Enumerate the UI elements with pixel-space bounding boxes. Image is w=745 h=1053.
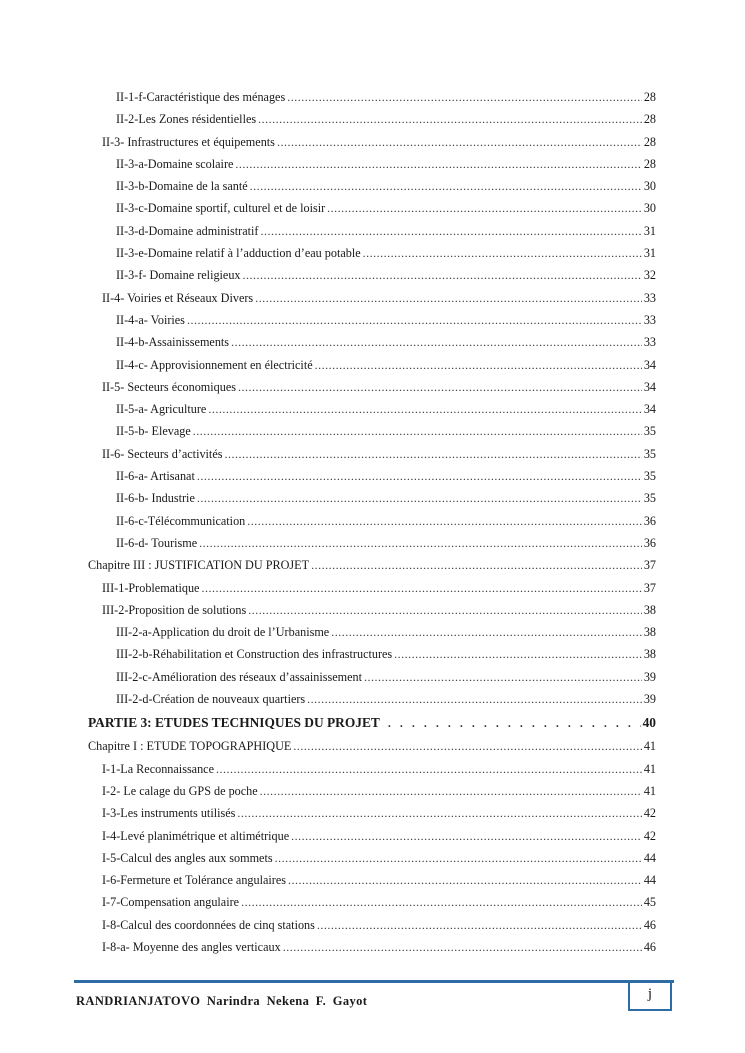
toc-entry-title: II-3-f- Domaine religieux xyxy=(116,268,241,283)
toc-entry-page: 35 xyxy=(643,491,656,506)
toc-entry-title: II-3-b-Domaine de la santé xyxy=(116,179,248,194)
toc-entry-title: II-6-c-Télécommunication xyxy=(116,513,246,528)
toc-entry[interactable] xyxy=(88,376,656,398)
toc-entry-title: II-5- Secteurs économiques xyxy=(102,379,237,394)
toc-entry[interactable] xyxy=(88,780,656,802)
page-number-label: j xyxy=(647,986,653,1002)
toc-dot-leader xyxy=(258,108,642,130)
toc-dot-leader xyxy=(216,758,642,780)
toc-dot-leader xyxy=(283,936,642,958)
toc-dot-leader xyxy=(311,554,642,576)
toc-entry[interactable] xyxy=(88,802,656,824)
toc-entry-page: 32 xyxy=(643,268,656,283)
toc-entry-page: 35 xyxy=(643,469,656,484)
toc-part-heading[interactable] xyxy=(88,710,656,735)
toc-entry[interactable] xyxy=(88,287,656,309)
toc-entry-title: II-3-a-Domaine scolaire xyxy=(116,156,234,171)
toc-dot-leader xyxy=(193,420,642,442)
toc-dot-leader xyxy=(275,847,642,869)
toc-dot-leader xyxy=(317,914,642,936)
toc-dot-leader xyxy=(208,398,641,420)
toc-entry-title: Chapitre III : JUSTIFICATION DU PROJET xyxy=(88,558,310,573)
toc-entry-page: 38 xyxy=(643,647,656,662)
table-of-contents xyxy=(88,86,656,958)
toc-entry[interactable] xyxy=(88,510,656,532)
toc-dot-leader xyxy=(250,175,642,197)
toc-dot-leader xyxy=(293,735,641,757)
toc-entry[interactable] xyxy=(88,443,656,465)
toc-entry-page: 28 xyxy=(643,112,656,127)
toc-entry-page: 31 xyxy=(643,223,656,238)
toc-entry-page: 37 xyxy=(643,580,656,595)
toc-entry-page: 40 xyxy=(642,715,656,731)
toc-entry-title: III-2-b-Réhabilitation et Construction des infrastructures xyxy=(116,647,393,662)
toc-entry[interactable] xyxy=(88,242,656,264)
toc-dot-leader xyxy=(247,510,642,532)
toc-entry-title: II-1-f-Caractéristique des ménages xyxy=(116,90,286,104)
toc-entry-page: 41 xyxy=(643,739,656,754)
toc-entry-title: II-6-a- Artisanat xyxy=(116,469,195,484)
toc-dot-leader xyxy=(187,309,642,331)
toc-entry-page: 35 xyxy=(643,446,656,461)
toc-dot-leader xyxy=(201,577,641,599)
toc-dot-leader xyxy=(235,153,641,175)
toc-entry-page: 37 xyxy=(643,558,656,573)
toc-entry-page: 45 xyxy=(643,895,656,910)
toc-entry-title: I-8-a- Moyenne des angles verticaux xyxy=(102,939,281,954)
toc-entry[interactable] xyxy=(88,354,656,376)
toc-entry-title: I-7-Compensation angulaire xyxy=(102,895,240,910)
toc-entry-page: 41 xyxy=(643,783,656,798)
toc-entry[interactable] xyxy=(88,688,656,710)
toc-entry-page: 34 xyxy=(643,402,656,417)
toc-entry-page: 38 xyxy=(643,602,656,617)
toc-dot-leader xyxy=(243,264,642,286)
toc-entry[interactable] xyxy=(88,108,656,130)
toc-entry-page: 28 xyxy=(643,134,656,149)
toc-entry[interactable] xyxy=(88,847,656,869)
toc-entry-page: 36 xyxy=(643,513,656,528)
toc-entry[interactable] xyxy=(88,914,656,936)
toc-entry-title: II-3-e-Domaine relatif à l’adduction d’eau potable xyxy=(116,246,361,261)
toc-entry-title: II-4-a- Voiries xyxy=(116,312,185,327)
toc-entry[interactable] xyxy=(88,825,656,847)
footer-rule xyxy=(74,980,674,983)
toc-entry-title: I-3-Les instruments utilisés xyxy=(102,806,236,821)
toc-entry[interactable] xyxy=(88,175,656,197)
toc-entry[interactable] xyxy=(88,465,656,487)
toc-entry-title: III-1-Problematique xyxy=(102,580,200,595)
toc-entry[interactable] xyxy=(88,666,656,688)
toc-entry-title: III-2-Proposition de solutions xyxy=(102,602,247,617)
toc-entry[interactable] xyxy=(88,420,656,442)
toc-entry-page: 38 xyxy=(643,625,656,640)
toc-dot-leader xyxy=(255,287,642,309)
toc-dot-leader xyxy=(260,220,641,242)
toc-entry[interactable] xyxy=(88,758,656,780)
toc-dot-leader xyxy=(327,197,642,219)
toc-entry-title: I-4-Levé planimétrique et altimétrique xyxy=(102,828,290,843)
toc-entry-page: 31 xyxy=(643,246,656,261)
toc-entry-page: 46 xyxy=(643,939,656,954)
toc-entry-title: Chapitre I : ETUDE TOPOGRAPHIQUE xyxy=(88,739,292,754)
toc-entry-title: I-1-La Reconnaissance xyxy=(102,761,215,776)
toc-dot-leader xyxy=(331,621,642,643)
toc-entry-title: II-2-Les Zones résidentielles xyxy=(116,112,257,127)
toc-dot-leader xyxy=(382,711,641,736)
toc-dot-leader xyxy=(364,666,642,688)
toc-entry[interactable] xyxy=(88,197,656,219)
toc-entry[interactable] xyxy=(88,131,656,153)
toc-dot-leader xyxy=(231,331,642,353)
toc-entry-title: I-2- Le calage du GPS de poche xyxy=(102,783,258,798)
toc-entry[interactable] xyxy=(88,577,656,599)
page-number xyxy=(628,982,672,1011)
toc-dot-leader xyxy=(307,688,642,710)
toc-entry-page: 42 xyxy=(643,828,656,843)
toc-entry[interactable] xyxy=(88,331,656,353)
toc-entry-title: II-6-d- Tourisme xyxy=(116,535,198,550)
toc-entry-title: PARTIE 3: ETUDES TECHNIQUES DU PROJET xyxy=(88,715,380,731)
toc-dot-leader xyxy=(288,869,642,891)
toc-entry-page: 30 xyxy=(643,179,656,194)
toc-dot-leader xyxy=(287,86,642,108)
toc-entry-title: II-4-c- Approvisionnement en électricité xyxy=(116,357,313,372)
toc-entry-title: II-5-b- Elevage xyxy=(116,424,191,439)
toc-entry[interactable] xyxy=(88,153,656,175)
toc-entry[interactable] xyxy=(88,220,656,242)
toc-dot-leader xyxy=(241,891,642,913)
toc-entry-title: II-4- Voiries et Réseaux Divers xyxy=(102,290,254,305)
toc-entry-title: I-8-Calcul des coordonnées de cinq stations xyxy=(102,917,315,932)
toc-entry[interactable] xyxy=(88,869,656,891)
toc-dot-leader xyxy=(277,131,642,153)
toc-entry-title: I-6-Fermeture et Tolérance angulaires xyxy=(102,873,287,888)
toc-entry-page: 35 xyxy=(643,424,656,439)
toc-entry[interactable] xyxy=(88,554,656,576)
toc-dot-leader xyxy=(237,802,641,824)
footer-author: RANDRIANJATOVO Narindra Nekena F. Gayot xyxy=(76,994,368,1008)
toc-entry-title: II-3-c-Domaine sportif, culturel et de loisir xyxy=(116,201,326,216)
toc-entry[interactable] xyxy=(88,643,656,665)
toc-entry-page: 28 xyxy=(643,156,656,171)
toc-entry-page: 30 xyxy=(643,201,656,216)
toc-entry[interactable] xyxy=(88,621,656,643)
toc-entry[interactable] xyxy=(88,936,656,958)
toc-entry-title: III-2-c-Amélioration des réseaux d’assainissement xyxy=(116,669,363,684)
toc-entry[interactable] xyxy=(88,309,656,331)
toc-entry-page: 42 xyxy=(643,806,656,821)
toc-entry-page: 41 xyxy=(643,761,656,776)
toc-entry-page: 34 xyxy=(643,379,656,394)
toc-entry-title: II-3- Infrastructures et équipements xyxy=(102,134,275,149)
toc-dot-leader xyxy=(291,825,642,847)
toc-dot-leader xyxy=(248,599,642,621)
toc-dot-leader xyxy=(394,643,642,665)
toc-entry[interactable] xyxy=(88,487,656,509)
toc-dot-leader xyxy=(260,780,642,802)
toc-entry-page: 33 xyxy=(643,290,656,305)
toc-entry[interactable] xyxy=(88,398,656,420)
toc-entry-page: 36 xyxy=(643,535,656,550)
toc-entry[interactable] xyxy=(88,264,656,286)
toc-dot-leader xyxy=(197,465,642,487)
toc-entry-title: II-4-b-Assainissements xyxy=(116,335,230,350)
toc-entry-page: 33 xyxy=(643,335,656,350)
toc-entry-title: III-2-a-Application du droit de l’Urbanisme xyxy=(116,625,330,640)
toc-entry-page: 44 xyxy=(643,873,656,888)
toc-entry-title: II-3-d-Domaine administratif xyxy=(116,223,259,238)
toc-entry[interactable] xyxy=(88,735,656,757)
toc-entry[interactable] xyxy=(88,891,656,913)
toc-entry-page: 44 xyxy=(643,850,656,865)
toc-dot-leader xyxy=(238,376,642,398)
toc-entry[interactable] xyxy=(88,532,656,554)
toc-entry-title: II-6- Secteurs d’activités xyxy=(102,446,223,461)
toc-dot-leader xyxy=(197,487,642,509)
toc-entry-page: 28 xyxy=(643,90,656,104)
toc-dot-leader xyxy=(315,354,642,376)
toc-entry-title: I-5-Calcul des angles aux sommets xyxy=(102,850,273,865)
toc-entry-page: 33 xyxy=(643,312,656,327)
toc-entry[interactable] xyxy=(88,86,656,108)
toc-entry-page: 39 xyxy=(643,669,656,684)
toc-entry-page: 34 xyxy=(643,357,656,372)
toc-entry-page: 46 xyxy=(643,917,656,932)
toc-entry[interactable] xyxy=(88,599,656,621)
toc-dot-leader xyxy=(199,532,642,554)
toc-entry-page: 39 xyxy=(643,692,656,707)
toc-entry-title: II-5-a- Agriculture xyxy=(116,402,207,417)
toc-entry-title: III-2-d-Création de nouveaux quartiers xyxy=(116,692,306,707)
toc-entry-title: II-6-b- Industrie xyxy=(116,491,195,506)
toc-dot-leader xyxy=(363,242,642,264)
toc-dot-leader xyxy=(224,443,641,465)
